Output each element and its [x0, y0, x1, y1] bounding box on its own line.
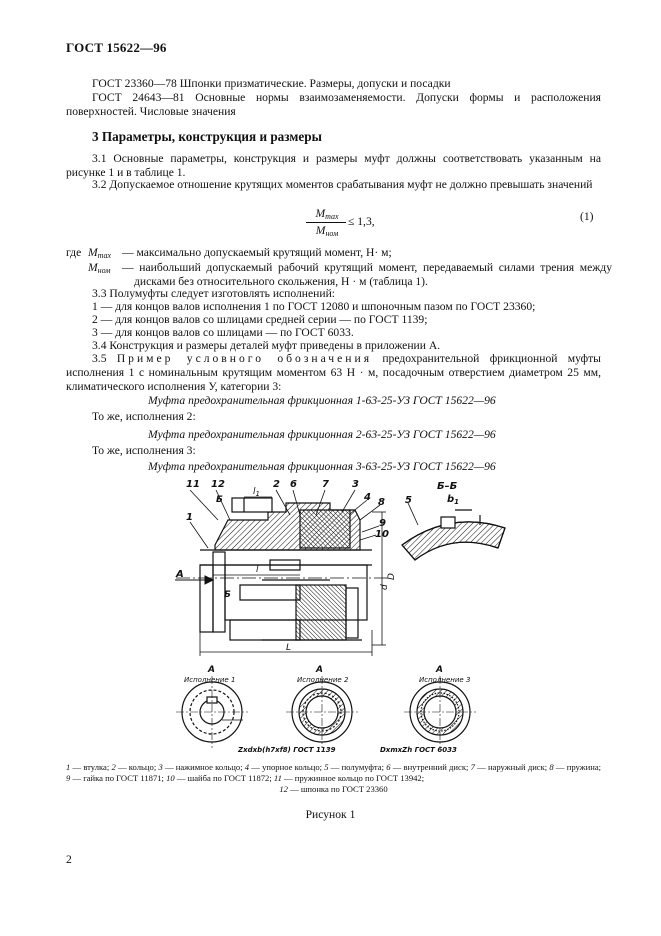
figure-1-drawing: [0, 474, 661, 764]
ref-gost-24643: ГОСТ 24643—81 Основные нормы взаимозаменяемости. Допуски формы и расположения поверхностей. Числовые значения: [66, 91, 601, 118]
designation-1: Муфта предохранительная фрикционная 1-63-25-УЗ ГОСТ 15622—96: [148, 394, 496, 407]
spaced-phrase: Пример условного обозначения: [116, 352, 373, 365]
formula-rhs: ≤ 1,3,: [348, 215, 375, 228]
dim-l: l: [256, 565, 259, 575]
where-m1-symbol: $M_{max}$: [88, 246, 111, 260]
legend-item: 5 — полумуфта;: [324, 762, 384, 772]
page-number: 2: [66, 853, 72, 866]
callout-2: 2: [273, 479, 280, 490]
legend-item: 2 — кольцо;: [111, 762, 157, 772]
para-3-2: 3.2 Допускаемое отношение крутящих моментов срабатывания муфт не должно превышать значений: [92, 178, 593, 191]
legend-item: 3 — нажимное кольцо;: [158, 762, 243, 772]
para-3-4: 3.4 Конструкция и размеры деталей муфт приведены в приложении А.: [92, 339, 441, 352]
callout-5: 5: [405, 495, 412, 506]
section-bb-label: Б–Б: [437, 481, 458, 492]
dim-d: d: [380, 584, 390, 590]
legend-item: 12 — шпонка по ГОСТ 23360: [279, 784, 388, 794]
where-m1-text: — максимально допускаемый крутящий момент, Н· м;: [122, 246, 392, 259]
formula-den-sub: ном: [325, 229, 339, 238]
callout-4: 4: [364, 492, 371, 503]
view-a-exec3: А: [436, 665, 443, 675]
view-b-lower: Б: [224, 590, 231, 600]
same-exec-3: То же, исполнения 3:: [92, 444, 196, 457]
spline-exec3: DxmxZh ГОСТ 6033: [380, 746, 457, 754]
legend-item: 4 — упорное кольцо;: [244, 762, 323, 772]
exec2-label: Исполнение 2: [297, 676, 349, 684]
legend-item: 10 — шайба по ГОСТ 11872;: [166, 773, 272, 783]
ref-gost-23360: ГОСТ 23360—78 Шпонки призматические. Размеры, допуски и посадки: [92, 77, 451, 90]
view-b-upper: Б: [216, 495, 223, 505]
view-a-exec1: А: [208, 665, 215, 675]
figure-legend: [66, 762, 601, 795]
designation-2: Муфта предохранительная фрикционная 2-63-25-УЗ ГОСТ 15622—96: [148, 428, 496, 441]
callout-11: 11: [186, 479, 200, 490]
callout-6: 6: [290, 479, 297, 490]
designation-3: Муфта предохранительная фрикционная 3-63-25-УЗ ГОСТ 15622—96: [148, 460, 496, 473]
list-item-1: 1 — для концов валов исполнения 1 по ГОСТ 12080 и шпоночным пазом по ГОСТ 23360;: [92, 300, 536, 313]
legend-item: 1 — втулка;: [66, 762, 110, 772]
legend-item: 9 — гайка по ГОСТ 11871;: [66, 773, 164, 783]
formula-num-sub: max: [325, 212, 339, 221]
legend-item: 8 — пружина;: [549, 762, 602, 772]
dim-L: L: [286, 643, 292, 653]
formula-number: (1): [580, 210, 594, 223]
callout-3: 3: [352, 479, 359, 490]
callout-7: 7: [322, 479, 329, 490]
same-exec-2: То же, исполнения 2:: [92, 410, 196, 423]
where-m2-symbol: $M_{ном}$: [88, 261, 111, 275]
callout-1: 1: [186, 512, 193, 523]
callout-12: 12: [211, 479, 225, 490]
legend-item: 11 — пружинное кольцо по ГОСТ 13942;: [273, 773, 425, 783]
formula-den-base: M: [315, 224, 326, 237]
exec1-label: Исполнение 1: [184, 676, 236, 684]
legend-item: 7 — наружный диск;: [470, 762, 548, 772]
spline-exec2: Zxdxb(h7xf8) ГОСТ 1139: [238, 746, 336, 754]
view-a-label: А: [176, 569, 184, 580]
dim-D: D: [387, 573, 397, 580]
formula-num-base: M: [315, 207, 326, 220]
section-title: 3 Параметры, конструкция и размеры: [92, 129, 322, 144]
exec3-label: Исполнение 3: [419, 676, 471, 684]
document-header: ГОСТ 15622—96: [66, 40, 167, 55]
callout-8: 8: [378, 497, 385, 508]
para-3-5: 3.5 Пример условного обозначения предохранительной фрикционной муфты исполнения 1 с номинальным крутящим моментом 63 Н · м, посадочным отверстием диаметром 25 мм, климатического исполнения У, категории 3:: [66, 352, 601, 393]
view-a-exec2: А: [316, 665, 323, 675]
callout-9: 9: [379, 518, 386, 529]
dim-l1: $l_1$: [253, 487, 260, 498]
list-item-3: 3 — для концов валов со шлицами — по ГОСТ 6033.: [92, 326, 354, 339]
para-3-1: 3.1 Основные параметры, конструкция и размеры муфт должны соответствовать указанным на рисунке 1 и в таблице 1.: [66, 152, 601, 179]
para-3-3: 3.3 Полумуфты следует изготовлять исполнений:: [92, 287, 335, 300]
where-word: где: [66, 246, 82, 259]
figure-caption: Рисунок 1: [305, 808, 356, 821]
where-m2-text: — наибольший допускаемый рабочий крутящий момент, передаваемый силами трения между дисками без относительного скольжения, Н · м (таблица 1).: [122, 261, 612, 288]
list-item-2: 2 — для концов валов со шлицами средней серии — по ГОСТ 1139;: [92, 313, 428, 326]
callout-10: 10: [375, 529, 389, 540]
legend-item: 6 — внутренний диск;: [386, 762, 469, 772]
dim-b1: $b_1$: [447, 494, 460, 506]
